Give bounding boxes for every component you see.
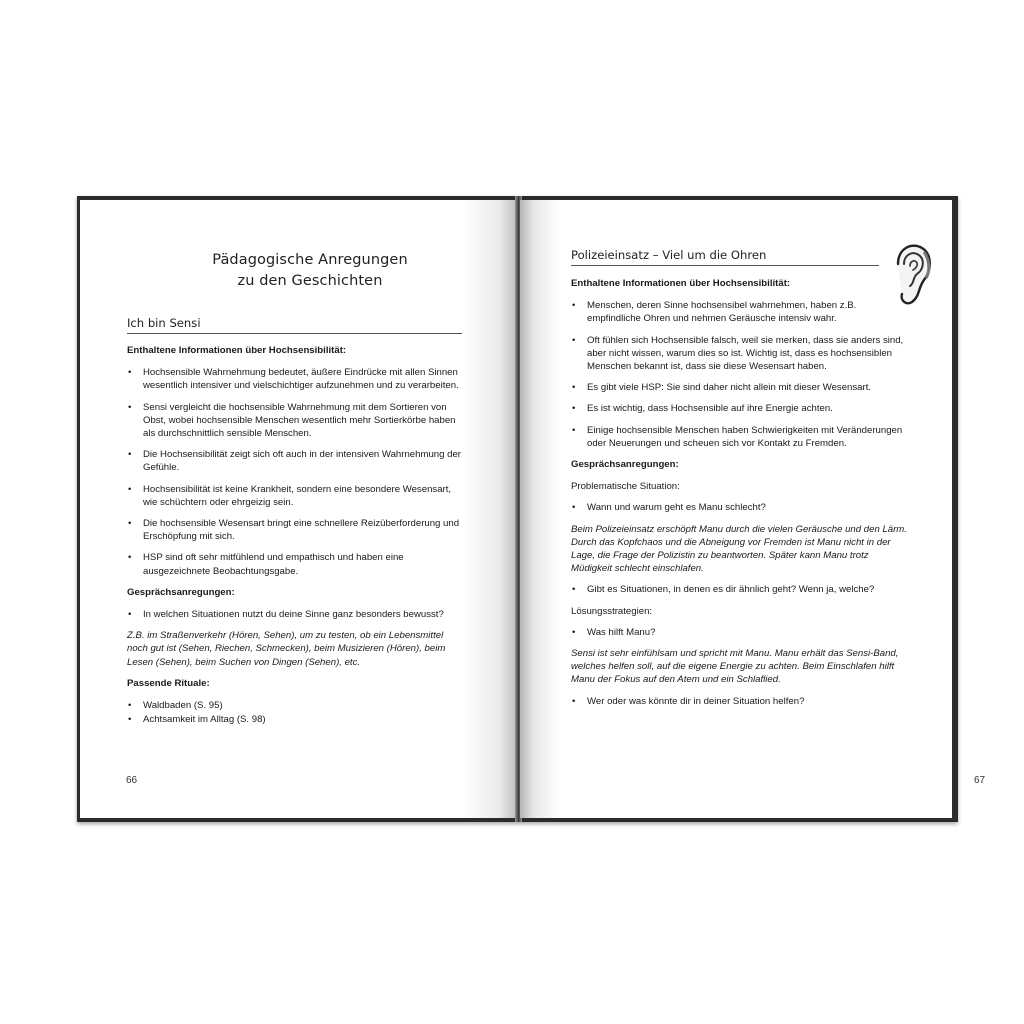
list-item: • Gibt es Situationen, in denen es dir ähnlich geht? Wenn ja, welche? [571, 583, 908, 596]
problem-list [571, 501, 908, 514]
solution-label: Lösungsstrategien: [571, 605, 653, 617]
rituals-heading: Passende Rituale: [127, 677, 210, 689]
list-item: • Hochsensibilität ist keine Krankheit, sondern eine besondere Wesensart, wie schüchtern oder ehrgeizig sein. [127, 483, 465, 509]
solution-answer: Sensi ist sehr einfühlsam und spricht mit Manu. Manu erhält das Sensi-Band, welches helfen soll, auf die eigene Energie zu achten. Beim Einschlafen hilft Manu der Fokus auf den Atem und ein Schlaflied. [571, 648, 899, 686]
info-heading: Enthaltene Informationen über Hochsensibilität: [571, 278, 791, 289]
info-list [127, 366, 465, 578]
section-title: Polizeieinsatz – Viel um die Ohren [571, 248, 879, 266]
info-list [571, 299, 908, 450]
list-item: • Es ist wichtig, dass Hochsensible auf ihre Energie achten. [571, 402, 908, 415]
list-item: • Was hilft Manu? [571, 626, 908, 639]
list-item: • Hochsensible Wahrnehmung bedeutet, äußere Eindrücke mit allen Sinnen wesentlich intensiver und vielschichtiger aufzunehmen und zu verarbeiten. [127, 366, 465, 392]
page-title-line-1: Pädagogische Anregungen [212, 252, 408, 268]
list-item: • Achtsamkeit im Alltag (S. 98) [127, 713, 465, 726]
list-item: • Wann und warum geht es Manu schlecht? [571, 501, 908, 514]
right-page-body [571, 277, 908, 716]
list-item: • HSP sind oft sehr mitfühlend und empathisch und haben eine ausgezeichnete Beobachtungsgabe. [127, 551, 465, 577]
open-book [77, 196, 986, 822]
talk-example: Z.B. im Straßenverkehr (Hören, Sehen), um zu testen, ob ein Lebensmittel noch gut ist (Sehen, Riechen, Schmecken), beim Musizieren (Hören), beim Lesen (Sehen), beim Suchen von Dingen (Sehen), etc. [127, 630, 446, 668]
problem-list-2 [571, 583, 908, 596]
page-title-line-2: zu den Geschichten [237, 273, 383, 289]
solution-list [571, 626, 908, 639]
problem-label: Problematische Situation: [571, 481, 680, 493]
list-item: • Menschen, deren Sinne hochsensibel wahrnehmen, haben z.B. empfindliche Ohren und nehmen Geräusche intensiv wahr. [571, 299, 908, 325]
list-item: • Sensi vergleicht die hochsensible Wahrnehmung mit dem Sortieren von Obst, wobei hochsensible Menschen wesentlich mehr Sortierkörbe haben als durchschnittlich sensible Menschen. [127, 401, 465, 441]
talk-list [127, 608, 465, 621]
rituals-list [127, 699, 465, 726]
page-number: 67 [974, 775, 986, 786]
list-item: • Die Hochsensibilität zeigt sich oft auch in der intensiven Wahrnehmung der Gefühle. [127, 448, 465, 474]
list-item: • Wer oder was könnte dir in deiner Situation helfen? [571, 695, 908, 708]
page-number: 66 [126, 775, 138, 786]
list-item: • Es gibt viele HSP: Sie sind daher nicht allein mit dieser Wesensart. [571, 381, 908, 394]
page-title [140, 250, 480, 292]
left-page-body [127, 344, 465, 734]
list-item: • Einige hochsensible Menschen haben Schwierigkeiten mit Veränderungen oder Neuerungen und scheuen sich vor Kontakt zu Fremden. [571, 424, 908, 450]
section-title: Ich bin Sensi [127, 316, 462, 334]
talk-heading: Gesprächsanregungen: [571, 459, 679, 471]
info-heading: Enthaltene Informationen über Hochsensibilität: [127, 345, 347, 356]
list-item: • In welchen Situationen nutzt du deine Sinne ganz besonders bewusst? [127, 608, 465, 621]
list-item: • Die hochsensible Wesensart bringt eine schnellere Reizüberforderung und Erschöpfung mit sich. [127, 517, 465, 543]
solution-list-2 [571, 695, 908, 708]
list-item: • Oft fühlen sich Hochsensible falsch, weil sie merken, dass sie anders sind, aber nicht wissen, warum dies so ist. Wichtig ist, dass es hochsensiblen Menschen bekannt ist, dass sie diese Wesensart haben. [571, 334, 908, 374]
left-page [80, 200, 517, 818]
problem-answer: Beim Polizeieinsatz erschöpft Manu durch die vielen Geräusche und den Lärm. Durch das Kopfchaos und die Abneigung vor Fremden ist Manu nicht in der Lage, die Frage der Polizistin zu beantworten. Später kann Manu trotz Müdigkeit schlecht einschlafen. [571, 523, 907, 575]
list-item: • Waldbaden (S. 95) [127, 699, 465, 712]
right-page [520, 200, 986, 818]
talk-heading: Gesprächsanregungen: [127, 586, 235, 598]
